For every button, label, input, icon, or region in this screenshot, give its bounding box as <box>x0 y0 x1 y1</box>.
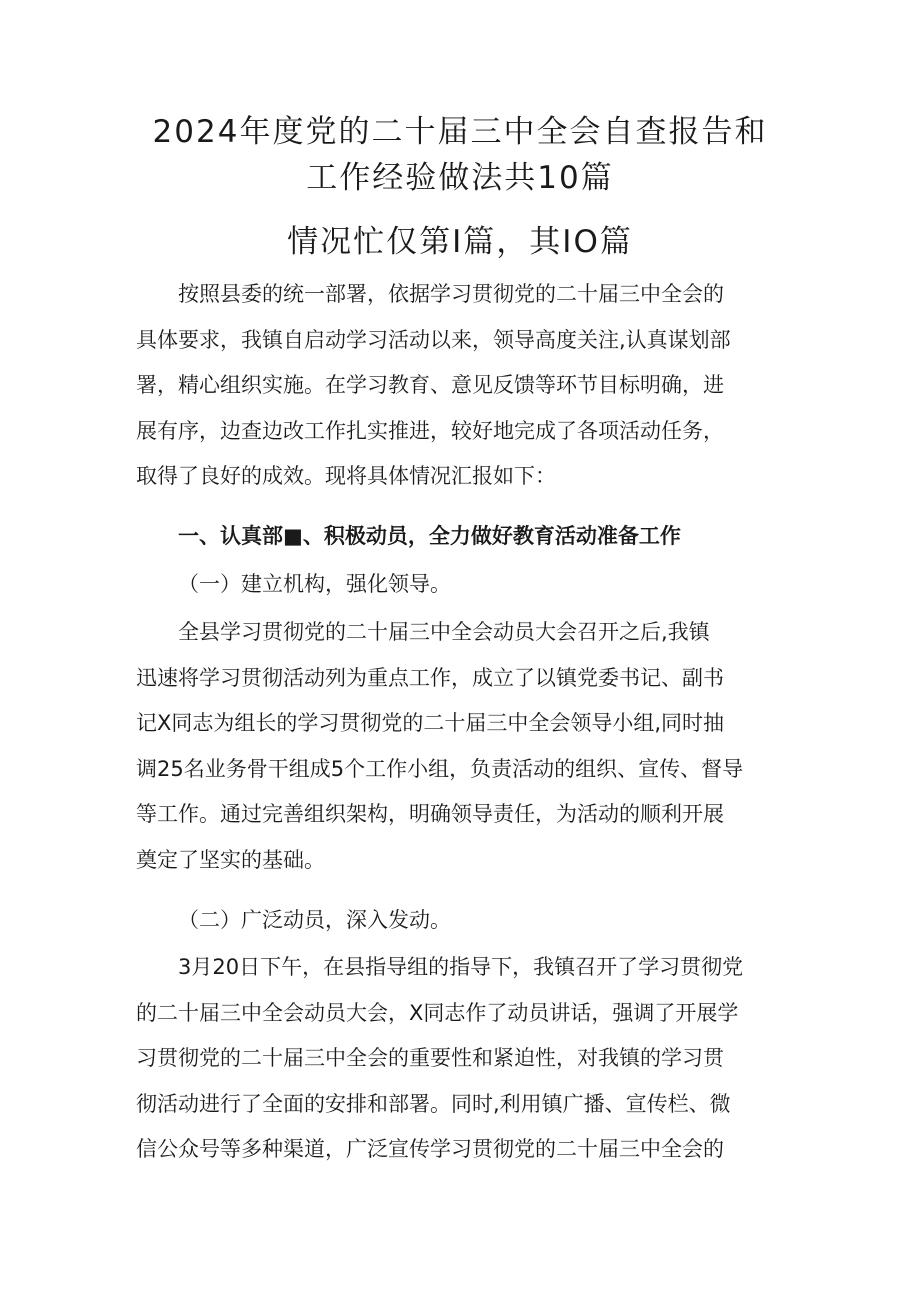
subsection-heading-1: （一）建立机构，强化领导。 <box>178 572 451 596</box>
paragraph-line: 具体要求，我镇自启动学习活动以来，领导高度关注,认真谋划部 <box>136 327 731 352</box>
subsection-heading-2: （二）广泛动员，深入发动。 <box>178 908 451 932</box>
paragraph-line: 彻活动进行了全面的安排和部署。同时,利用镇广播、宣传栏、微 <box>136 1091 731 1116</box>
paragraph-organization <box>136 610 788 883</box>
paragraph-line: 信公众号等多种渠道，广泛宣传学习贯彻党的二十届三中全会的 <box>136 1137 724 1161</box>
paragraph-line: 全县学习贯彻党的二十届三中全会动员大会召开之后,我镇 <box>136 620 710 644</box>
document-subtitle: 情况忙仅第I篇，其IO篇 <box>287 224 633 260</box>
paragraph-line: 署，精心组织实施。在学习教育、意见反馈等环节目标明确，进 <box>136 373 724 397</box>
paragraph-line: 调25名业务骨干组成5个工作小组，负责活动的组织、宣传、督导 <box>136 756 744 781</box>
paragraph-mobilization <box>136 945 788 1173</box>
paragraph-line: 记X同志为组长的学习贯彻党的二十届三中全会领导小组,同时抽 <box>136 711 725 735</box>
paragraph-line: 迅速将学习贯彻活动列为重点工作，成立了以镇党委书记、副书 <box>136 665 724 690</box>
paragraph-line: 3月20日下午，在县指导组的指导下，我镇召开了学习贯彻党 <box>136 955 744 979</box>
paragraph-line: 等工作。通过完善组织架构，明确领导责任，为活动的顺利开展 <box>136 802 724 826</box>
paragraph-intro <box>136 272 788 500</box>
paragraph-line: 习贯彻党的二十届三中全会的重要性和紧迫性，对我镇的学习贯 <box>136 1046 724 1070</box>
document-title-line-1: 2024年度党的二十届三中全会自查报告和 <box>152 114 768 150</box>
paragraph-line: 展有序，边查边改工作扎实推进，较好地完成了各项活动任务， <box>136 418 724 443</box>
section-heading-1: 一、认真部■、积极动员，全力做好教育活动准备工作 <box>178 524 681 548</box>
paragraph-line: 取得了良好的成效。现将具体情况汇报如下： <box>136 464 556 488</box>
paragraph-line: 奠定了坚实的基础。 <box>136 847 325 872</box>
paragraph-line: 的二十届三中全会动员大会，X同志作了动员讲话，强调了开展学 <box>136 1000 739 1025</box>
paragraph-line: 按照县委的统一部署，依据学习贯彻党的二十届三中全会的 <box>136 282 724 306</box>
document-title-line-2: 工作经验做法共10篇 <box>306 160 614 196</box>
